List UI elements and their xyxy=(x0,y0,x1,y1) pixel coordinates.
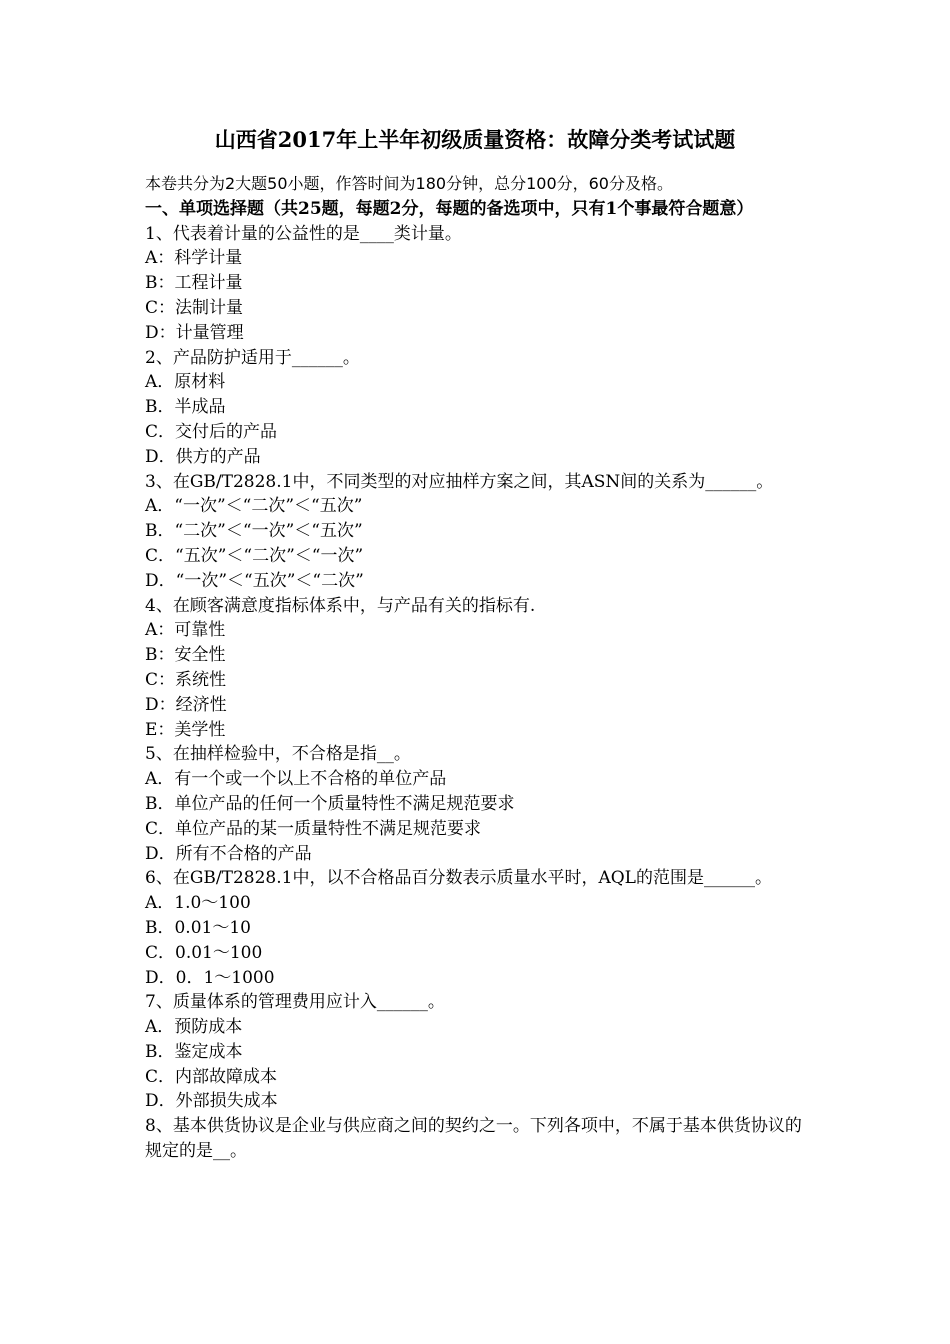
answer-option: A．预防成本 xyxy=(145,1017,243,1038)
question-stem: 3、在GB/T2828.1中，不同类型的对应抽样方案之间，其ASN间的关系为______。 xyxy=(145,471,774,492)
answer-option: A．原材料 xyxy=(145,372,226,393)
answer-option: A．有一个或一个以上不合格的单位产品 xyxy=(145,769,447,790)
exam-intro: 本卷共分为2大题50小题，作答时间为180分钟，总分100分，60分及格。 xyxy=(145,174,673,193)
answer-option: E：美学性 xyxy=(145,719,226,740)
answer-option: C．单位产品的某一质量特性不满足规范要求 xyxy=(145,818,482,839)
answer-option: A．“一次”＜“二次”＜“五次” xyxy=(145,496,363,517)
answer-option: B．单位产品的任何一个质量特性不满足规范要求 xyxy=(145,793,515,814)
answer-option: C．内部故障成本 xyxy=(145,1066,278,1087)
question-stem: 4、在顾客满意度指标体系中，与产品有关的指标有. xyxy=(145,595,536,616)
answer-option: B．半成品 xyxy=(145,397,226,418)
answer-option: C．交付后的产品 xyxy=(145,421,278,442)
question-stem: 6、在GB/T2828.1中，以不合格品百分数表示质量水平时，AQL的范围是______。 xyxy=(145,868,772,889)
answer-option: A：科学计量 xyxy=(145,248,243,269)
question-stem: 5、在抽样检验中，不合格是指__。 xyxy=(145,744,411,765)
answer-option: C．0.01～100 xyxy=(145,942,263,963)
answer-option: B：工程计量 xyxy=(145,273,243,294)
question-stem: 8、基本供货协议是企业与供应商之间的契约之一。下列各项中，不属于基本供货协议的规定的是__。 xyxy=(145,1116,802,1162)
question-stem: 1、代表着计量的公益性的是____类计量。 xyxy=(145,223,462,244)
document-body xyxy=(145,172,815,1164)
answer-option: A：可靠性 xyxy=(145,620,226,641)
answer-option: C：法制计量 xyxy=(145,297,244,318)
answer-option: B：安全性 xyxy=(145,645,226,666)
question-stem: 7、质量体系的管理费用应计入______。 xyxy=(145,992,445,1013)
answer-option: D：经济性 xyxy=(145,694,227,715)
answer-option: B．鉴定成本 xyxy=(145,1041,243,1062)
answer-option: D．供方的产品 xyxy=(145,446,261,467)
answer-option: B．“二次”＜“一次”＜“五次” xyxy=(145,521,363,542)
question-stem: 2、产品防护适用于______。 xyxy=(145,347,360,368)
answer-option: A．1.0～100 xyxy=(145,893,251,914)
answer-option: C．“五次”＜“二次”＜“一次” xyxy=(145,545,364,566)
answer-option: D：计量管理 xyxy=(145,322,244,343)
answer-option: B．0.01～10 xyxy=(145,917,251,938)
answer-option: D．所有不合格的产品 xyxy=(145,843,312,864)
section-heading: 一、单项选择题（共25题，每题2分，每题的备选项中，只有1个事最符合题意） xyxy=(145,198,754,219)
document-title: 山西省2017年上半年初级质量资格：故障分类考试试题 xyxy=(214,127,736,152)
answer-option: D．“一次”＜“五次”＜“二次” xyxy=(145,570,364,591)
answer-option: D．外部损失成本 xyxy=(145,1091,278,1112)
answer-option: D．0．1～1000 xyxy=(145,967,275,988)
answer-option: C：系统性 xyxy=(145,669,227,690)
